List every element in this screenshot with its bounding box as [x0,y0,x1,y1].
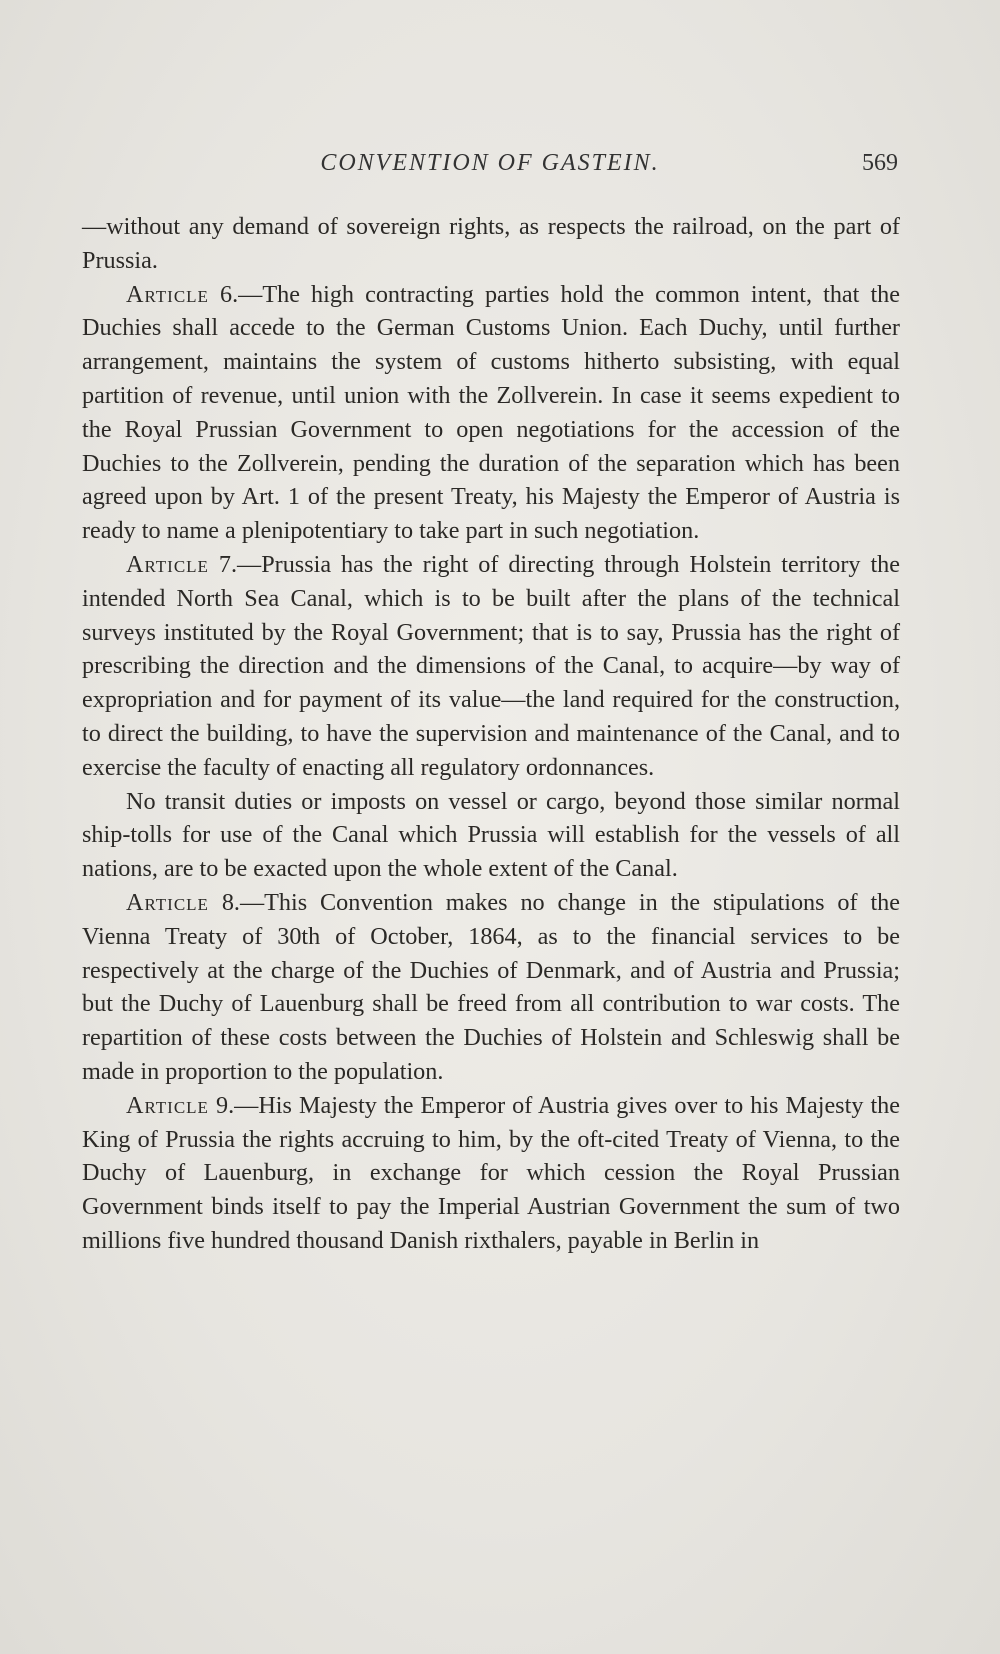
paragraph-text: 6.—The high contracting parties hold the common intent, that the Duchies shall accede to the German Customs Union. Each Duchy, until further arrangement, maintains the system of customs hitherto subsisting, with equal partition of revenue, until union with the Zollverein. In case it seems expedient to the Royal Prussian Government to open negotiations for the accession of the Duchies to the Zollverein, pending the duration of the separation which has been agreed upon by Art. 1 of the present Treaty, his Majesty the Emperor of Austria is ready to name a plenipotentiary to take part in such negotiation. [82,280,900,545]
paragraph-article-9 [82,1089,900,1258]
body-text [82,210,900,1258]
paragraph-text: 9.—His Majesty the Emperor of Austria gives over to his Majesty the King of Prussia the rights accruing to him, by the oft-cited Treaty of Vienna, to the Duchy of Lauenburg, in exchange for which cession the Royal Prussian Government binds itself to pay the Imperial Austrian Government the sum of two millions five hundred thousand Danish rixthalers, payable in Berlin in [82,1091,900,1254]
paragraph-railroad [82,210,900,278]
paragraph-text: 7.—Prussia has the right of directing through Holstein territory the intended North Sea Canal, which is to be built after the plans of the technical surveys instituted by the Royal Government; that is to say, Prussia has the right of prescribing the direction and the dimensions of the Canal, to acquire—by way of expropriation and for payment of its value—the land required for the construction, to direct the building, to have the supervision and maintenance of the Canal, and to exercise the faculty of enacting all regulatory ordonnances. [82,550,900,781]
paragraph-transit-duties [82,785,900,886]
paragraph-text: —without any demand of sovereign rights, as respects the railroad, on the part of Prussia. [82,213,900,274]
article-label: Article [126,550,209,578]
page-title: CONVENTION OF GASTEIN. [320,150,660,176]
article-label: Article [126,1091,209,1119]
article-label: Article [126,888,209,916]
paragraph-article-6 [82,278,900,548]
paragraph-article-8 [82,886,900,1089]
running-head [80,150,900,190]
paragraph-text: No transit duties or imposts on vessel or cargo, beyond those similar normal ship-tolls for use of the Canal which Prussia will establish for the vessels of all nations, are to be exacted upon the whole extent of the Canal. [82,787,900,883]
article-label: Article [126,280,209,308]
paragraph-article-7 [82,548,900,785]
paragraph-text: 8.—This Convention makes no change in the stipulations of the Vienna Treaty of 30th of October, 1864, as to the financial services to be respectively at the charge of the Duchies of Denmark, and of Austria and Prussia; but the Duchy of Lauenburg shall be freed from all contribution to war costs. The repartition of these costs between the Duchies of Holstein and Schleswig shall be made in proportion to the population. [82,888,900,1085]
page-number: 569 [862,150,898,176]
